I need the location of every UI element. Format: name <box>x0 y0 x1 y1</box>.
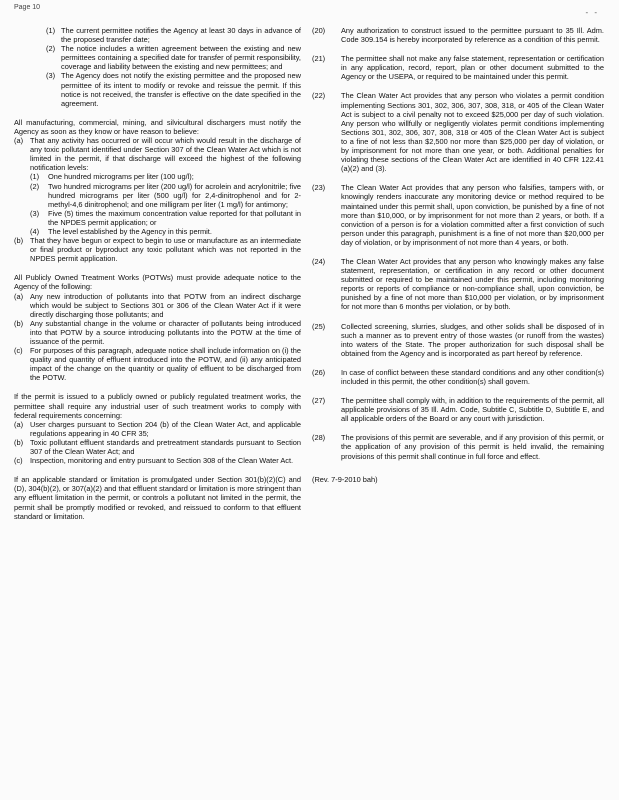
item-text: Collected screening, slurries, sludges, and other solids shall be disposed of in such a manner as to prevent entry of those wastes (or runoff from the wastes) into waters of the State. The proper authorization for such disposal shall be obtained from the Agency and is incorporated as part hereof by reference. <box>341 321 604 358</box>
item-label: (1) <box>46 26 56 35</box>
item-text: The permittee shall comply with, in addition to the requirements of the permit, all applicable provisions of 35 Ill. Adm. Code, Subtitle C, Subtitle D, Subtitle E, and all applicable orders of the Board or any court with jurisdiction. <box>341 396 604 424</box>
potw-intro: All Publicly Owned Treatment Works (POTWs) must provide adequate notice to the Agency of the following: <box>14 273 301 292</box>
item-label: (3) <box>30 208 40 218</box>
notification-level <box>30 182 301 209</box>
potw-item <box>14 319 301 346</box>
transfer-item <box>46 26 301 44</box>
item-label: (a) <box>14 419 24 429</box>
item-text: Five (5) times the maximum concentration value reported for that pollutant in the NPDES permit application; or <box>48 208 301 227</box>
item-label: (22) <box>312 91 326 101</box>
condition-item <box>312 183 604 247</box>
item-label: (1) <box>30 172 40 182</box>
right-column <box>312 26 604 484</box>
item-text: The level established by the Agency in this permit. <box>48 226 212 236</box>
discharger-intro: All manufacturing, commercial, mining, and silvicultural dischargers must notify the Agency as soon as they know or have reason to believe: <box>14 117 301 136</box>
corner-mark: - - <box>585 8 599 17</box>
discharger-item-b <box>14 236 301 263</box>
item-text: The Clean Water Act provides that any person who violates a permit condition implementing Sections 301, 302, 306, 307, 308, 318, or 405 of the Clean Water Act is subject to a civil penalty not to exceed $25,000 per day of such violation. Any person who willfully or negligently violates permit conditions implementing Sections 301, 302, 306, 307, 308, 318 or 405 of the Clean Water Act is subject to a fine of not less than $2,500 nor more than $25,000 per day of violation, or by imprisonment for not more than one year, or both. Additional penalties for violating these sections of the Clean Water Act are identified in 40 CFR 122.41 (a)(2) and (3). <box>341 91 604 174</box>
item-label: (28) <box>312 433 326 443</box>
item-text: Any new introduction of pollutants into that POTW from an indirect discharge which would be subject to Sections 301 or 306 of the Clean Water Act if it were directly discharging those pollutants; and <box>30 291 301 319</box>
item-text: User charges pursuant to Section 204 (b) of the Clean Water Act, and applicable regulations appearing in 40 CFR 35; <box>30 419 301 438</box>
item-text: That they have begun or expect to begin to use or manufacture as an intermediate or final product or byproduct any toxic pollutant which was not reported in the NPDES permit application. <box>30 236 301 264</box>
item-label: (b) <box>14 437 24 447</box>
item-label: (4) <box>30 226 40 236</box>
transfer-item <box>46 71 301 107</box>
item-text: The Agency does not notify the existing permittee and the proposed new permittee of its intent to modify or revoke and reissue the permit. If this notice is not received, the transfer is effective on the date specified in the agreement. <box>61 71 301 108</box>
condition-item <box>312 368 604 386</box>
item-label: (24) <box>312 256 326 266</box>
treatment-item <box>14 456 301 465</box>
condition-item <box>312 396 604 423</box>
item-text: In case of conflict between these standard conditions and any other condition(s) included in this permit, the other condition(s) shall govern. <box>341 367 604 386</box>
page-header: Page 10 <box>14 4 41 11</box>
item-label: (27) <box>312 396 326 406</box>
potw-item <box>14 292 301 319</box>
discharger-item-a <box>14 136 301 172</box>
condition-item <box>312 91 604 173</box>
item-label: (21) <box>312 54 326 64</box>
notification-level <box>30 227 301 236</box>
item-text: The permittee shall not make any false statement, representation or certification in any application, record, report, plan or other document submitted to the Agency or the USEPA, or required to be maintained under this permit. <box>341 54 604 82</box>
item-label: (25) <box>312 321 326 331</box>
condition-item <box>312 322 604 358</box>
condition-item <box>312 26 604 44</box>
left-column <box>14 26 301 521</box>
item-label: (a) <box>14 291 24 301</box>
item-text: The current permittee notifies the Agency at least 30 days in advance of the proposed transfer date; <box>61 26 301 45</box>
item-label: (b) <box>14 318 24 328</box>
item-label: (c) <box>14 346 23 356</box>
item-text: Toxic pollutant effluent standards and pretreatment standards pursuant to Section 307 of the Clean Water Act; and <box>30 437 301 457</box>
item-text: The Clean Water Act provides that any person who knowingly makes any false statement, representation, or certification in any record or other document submitted or required to be maintained under this permit, including monitoring reports or reports of compliance or non-compliance shall, upon conviction, be punished by a fine of not more than $10,000 per violation, or by imprisonment for not more than 6 months per violation, or by both. <box>341 256 604 312</box>
item-text: Inspection, monitoring and entry pursuant to Section 308 of the Clean Water Act. <box>30 456 294 466</box>
notification-level <box>30 209 301 227</box>
item-text: Two hundred micrograms per liter (200 ug/l) for acrolein and acrylonitrile; five hundred micrograms per liter (500 ug/l) for 2,4-dinitrophenol and for 2-methyl-4,6 dinitrophenol; and one milligram per liter (1 mg/l) for antimony; <box>48 181 301 209</box>
item-label: (23) <box>312 183 326 193</box>
item-text: Any authorization to construct issued to the permittee pursuant to 35 Ill. Adm. Code 309.154 is hereby incorporated by reference as a condition of this permit. <box>341 26 604 45</box>
standard-paragraph: If an applicable standard or limitation is promulgated under Section 301(b)(2)(C) and (D), 304(b)(2), or 307(a)(2) and that effluent standard or limitation is more stringent than any effluent limitation in the permit, or controls a pollutant not limited in the permit, the permit shall be promptly modified or revoked, and reissued to conform to that effluent standard or limitation. <box>14 475 301 521</box>
treatment-intro: If the permit is issued to a publicly owned or publicly regulated treatment works, the permittee shall require any industrial user of such treatment works to comply with federal requirements concerning: <box>14 392 301 420</box>
condition-item <box>312 257 604 312</box>
condition-item <box>312 433 604 460</box>
item-label: (2) <box>30 181 40 191</box>
notification-level <box>30 172 301 181</box>
item-label: (3) <box>46 71 56 81</box>
condition-item <box>312 54 604 81</box>
transfer-item <box>46 44 301 71</box>
item-text: The notice includes a written agreement between the existing and new permittees containing a specified date for transfer of permit responsibility, coverage and liability between the existing and new permittees; and <box>61 44 301 72</box>
item-label: (c) <box>14 456 23 466</box>
item-label: (a) <box>14 136 24 146</box>
item-label: (2) <box>46 44 56 54</box>
treatment-item <box>14 438 301 456</box>
revision-note: (Rev. 7-9-2010 bah) <box>312 474 378 484</box>
potw-item <box>14 346 301 382</box>
item-text: That any activity has occurred or will occur which would result in the discharge of any toxic pollutant identified under Section 307 of the Clean Water Act which is not limited in the permit, if that discharge will exceed the highest of the following notification levels: <box>30 136 301 173</box>
item-text: The provisions of this permit are severable, and if any provision of this permit, or the application of any provision of this permit is held invalid, the remaining provisions of this permit shall continue in full force and effect. <box>341 433 604 461</box>
item-text: Any substantial change in the volume or character of pollutants being introduced into that POTW by a source introducing pollutants into the POTW at the time of issuance of the permit. <box>30 318 301 346</box>
item-text: For purposes of this paragraph, adequate notice shall include information on (i) the quality and quantity of effluent introduced into the POTW, and (ii) any anticipated impact of the change on the quantity or quality of effluent to be discharged from the POTW. <box>30 346 301 383</box>
item-label: (20) <box>312 26 326 35</box>
treatment-item <box>14 420 301 438</box>
item-text: The Clean Water Act provides that any person who falsifies, tampers with, or knowingly renders inaccurate any monitoring device or method required to be maintained under this permit shall, upon conviction, be punished by a fine of not more than $10,000, or by imprisonment for not more than 2 years, or both. If a conviction of a person is for a violation committed after a first conviction of such person under this paragraph, punishment is a fine of not more than $20,000 per day of violation, or by imprisonment of not more than 4 years, or both. <box>341 183 604 247</box>
item-text: One hundred micrograms per liter (100 ug/l); <box>48 172 194 182</box>
item-label: (26) <box>312 367 326 377</box>
item-label: (b) <box>14 236 24 246</box>
